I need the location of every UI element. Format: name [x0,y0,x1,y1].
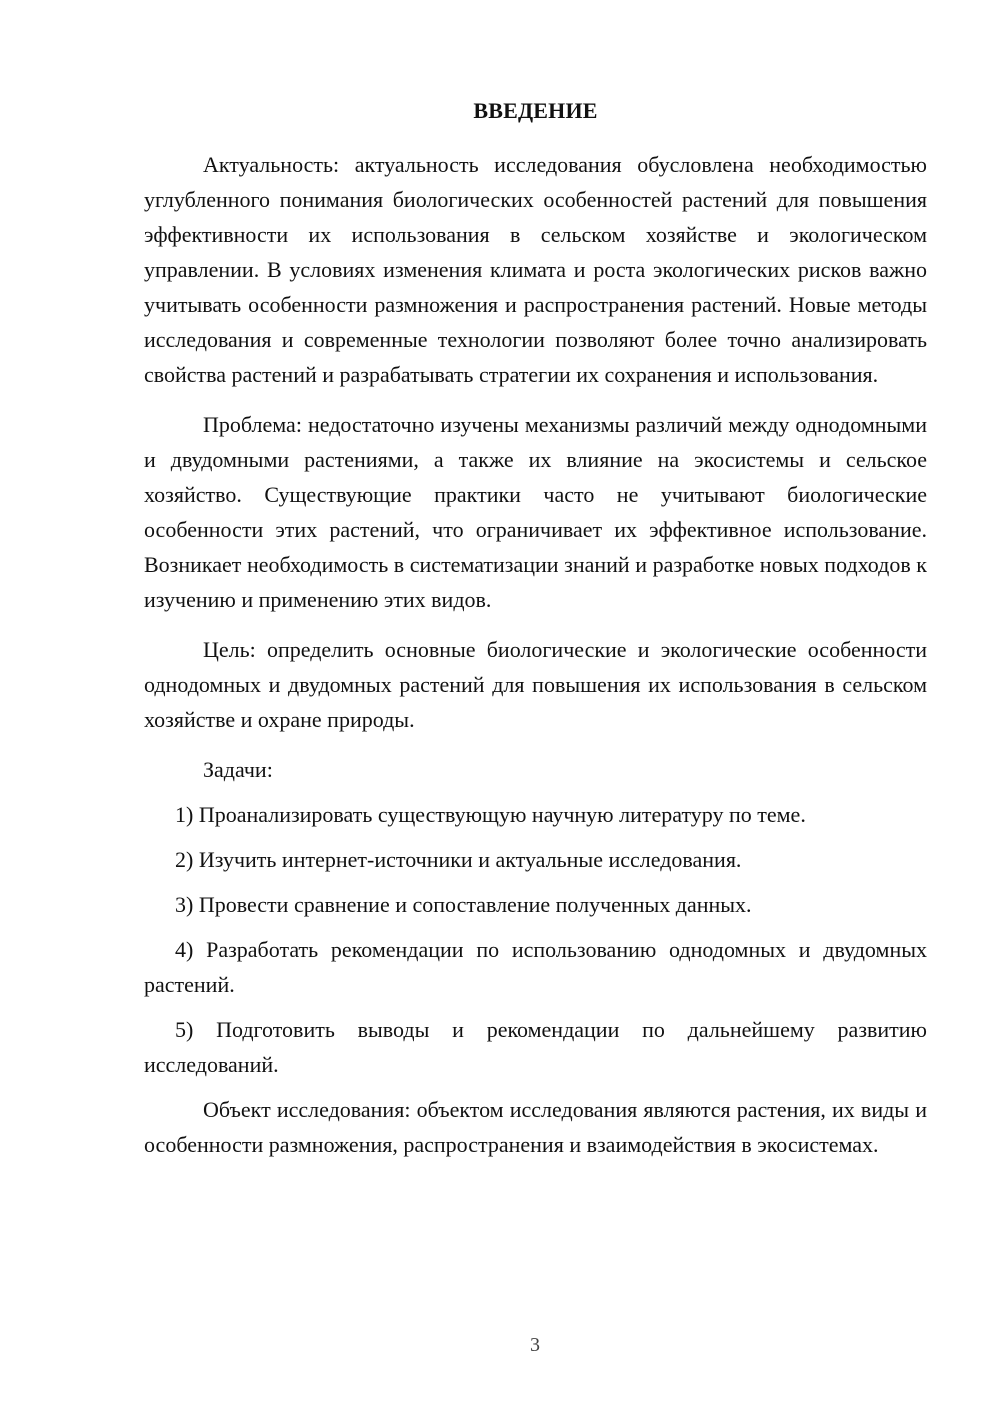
goal-paragraph: Цель: определить основные биологические и экологические особенности однодомных и двудомных растений для повышения их использования в сельском хозяйстве и охране природы. [144,637,927,732]
relevance-paragraph: Актуальность: актуальность исследования обусловлена необходимостью углубленного понимания биологических особенностей растений для повышения эффективности их использования в сельском хозяйстве и экологическом управлении. В условиях изменения климата и роста экологических рисков важно учитывать особенности размножения и распространения растений. Новые методы исследования и современные технологии позволяют более точно анализировать свойства растений и разрабатывать стратегии их сохранения и использования. [144,152,927,387]
document-content [144,93,927,1177]
task-item-5: 5) Подготовить выводы и рекомендации по дальнейшему развитию исследований. [144,1017,927,1077]
page-title: ВВЕДЕНИЕ [473,98,598,123]
task-item-1: 1) Проанализировать существующую научную литературу по теме. [175,802,806,827]
tasks-heading: Задачи: [203,757,273,782]
task-item-2: 2) Изучить интернет-источники и актуальные исследования. [175,847,742,872]
problem-paragraph: Проблема: недостаточно изучены механизмы различий между однодомными и двудомными растениями, а также их влияние на экосистемы и сельское хозяйство. Существующие практики часто не учитывают биологические особенности этих растений, что ограничивает их эффективное использование. Возникает необходимость в систематизации знаний и разработке новых подходов к изучению и применению этих видов. [144,412,927,612]
research-object-paragraph: Объект исследования: объектом исследования являются растения, их виды и особенности размножения, распространения и взаимодействия в экосистемах. [144,1097,927,1157]
tasks-list [144,797,927,1082]
page-number: 3 [530,1334,540,1356]
task-item-3: 3) Провести сравнение и сопоставление полученных данных. [175,892,752,917]
task-item-4: 4) Разработать рекомендации по использованию однодомных и двудомных растений. [144,937,927,997]
